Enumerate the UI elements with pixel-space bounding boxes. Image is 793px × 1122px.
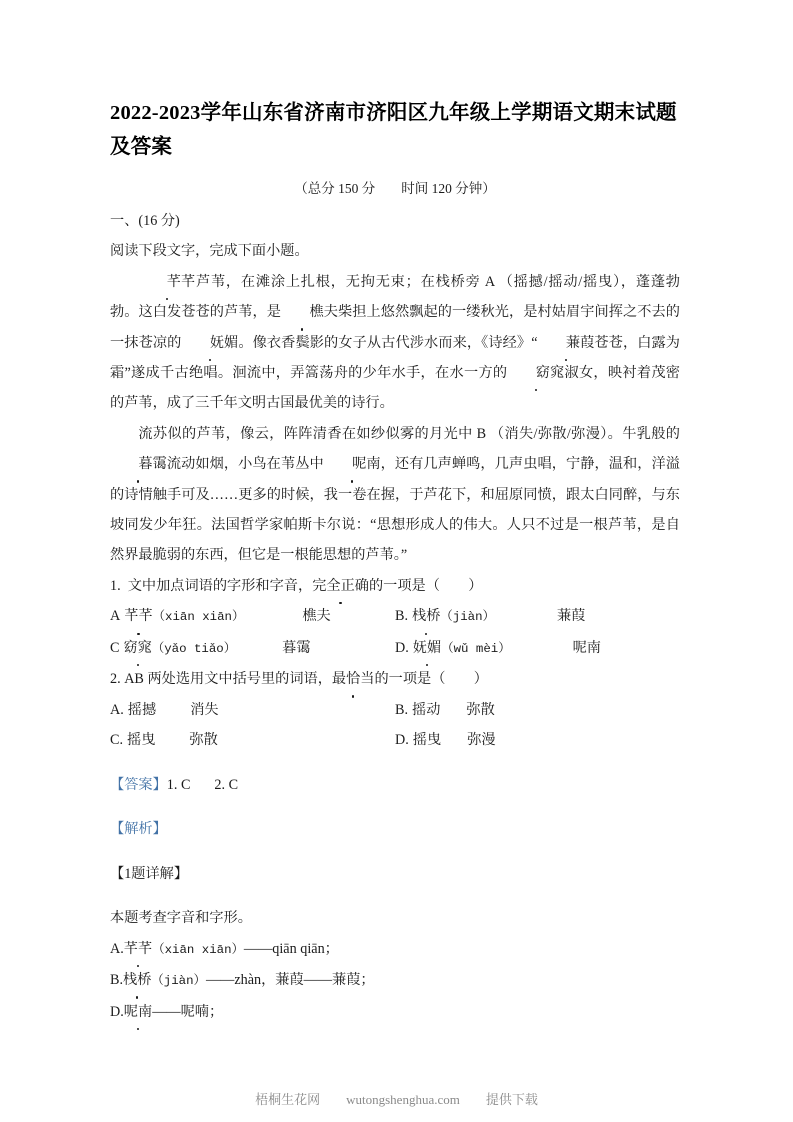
option-label: B. bbox=[110, 972, 124, 989]
dot-char: 最恰当 bbox=[332, 664, 375, 694]
question-number: 2. bbox=[110, 671, 121, 688]
dot-char: 呢南 bbox=[324, 449, 381, 479]
option-d[interactable] bbox=[395, 725, 680, 755]
detail-heading: 【1题详解】 bbox=[110, 865, 189, 882]
passage-text: 流动如烟，小鸟在苇丛中 bbox=[166, 456, 324, 473]
stem-text: 的一项是（ ） bbox=[374, 671, 488, 688]
option-label: B. bbox=[395, 701, 409, 718]
detail-tail: ——zhàn，蒹葭——蒹葭； bbox=[205, 972, 375, 989]
question-2-options-row-1 bbox=[110, 695, 680, 725]
option-second-word: 弥散 bbox=[466, 701, 495, 718]
option-a[interactable] bbox=[110, 601, 395, 632]
option-label: C bbox=[110, 639, 120, 656]
dot-char: 妩媚 bbox=[181, 328, 238, 358]
answer-item-2: 2. C bbox=[214, 776, 239, 793]
question-2-stem bbox=[110, 664, 680, 694]
total-score: （总分 150 分 bbox=[294, 181, 376, 196]
detail-line-b bbox=[110, 965, 680, 996]
dot-char: 呢南 bbox=[124, 997, 152, 1027]
option-second-word: 弥散 bbox=[189, 731, 218, 748]
option-label: D. bbox=[395, 731, 409, 748]
option-d[interactable] bbox=[395, 633, 680, 664]
dot-char: 完全正确 bbox=[312, 571, 369, 601]
option-pinyin: （wǔ mèi） bbox=[441, 641, 511, 656]
option-label: A. bbox=[110, 701, 124, 718]
option-a[interactable] bbox=[110, 695, 395, 725]
option-second-word: 蒹葭 bbox=[556, 608, 586, 625]
question-2-options-row-2 bbox=[110, 725, 680, 755]
answer-line bbox=[110, 770, 680, 800]
detail-line-d bbox=[110, 997, 680, 1027]
option-first-word: 摇曳 bbox=[127, 731, 156, 748]
detail-tail: ——qiān qiān； bbox=[243, 940, 339, 957]
option-label: D. bbox=[395, 639, 409, 656]
option-second-word: 呢南 bbox=[572, 639, 601, 656]
question-number: 1. bbox=[110, 577, 121, 594]
dot-char: 妩媚 bbox=[413, 633, 441, 663]
dot-char: 芊芊 bbox=[138, 267, 195, 297]
option-label: C. bbox=[110, 731, 124, 748]
option-pinyin: （yǎo tiǎo） bbox=[151, 641, 237, 656]
exam-duration: 时间 120 分钟） bbox=[401, 181, 496, 196]
option-pinyin: （xiān xiān） bbox=[152, 610, 245, 625]
option-second-word: 弥漫 bbox=[467, 731, 496, 748]
option-label: D. bbox=[110, 1003, 124, 1020]
dot-char: 栈桥 bbox=[412, 601, 440, 631]
option-first-word: 摇撼 bbox=[127, 701, 157, 718]
option-pinyin: （xiān xiān） bbox=[152, 942, 244, 957]
option-second-word: 樵夫 bbox=[302, 608, 331, 625]
stem-text: 的一项是（ ） bbox=[368, 577, 483, 594]
dot-char: 窈窕 bbox=[507, 358, 564, 388]
option-label: B. bbox=[395, 608, 409, 625]
dot-char: 芊芊 bbox=[124, 601, 152, 631]
option-c[interactable] bbox=[110, 633, 395, 664]
option-label: A. bbox=[110, 940, 124, 957]
exam-meta bbox=[110, 174, 680, 204]
option-first-word: 摇曳 bbox=[412, 731, 442, 748]
option-c[interactable] bbox=[110, 725, 395, 755]
question-1-options-row-1 bbox=[110, 601, 680, 632]
passage-text: 苍苍，白露为霜”遂成千古绝唱。洄流中，弄篙荡舟的少年水手，在水一方的 bbox=[110, 334, 680, 382]
dot-char: 窈窕 bbox=[123, 633, 151, 663]
option-b[interactable] bbox=[395, 601, 680, 632]
dot-char: 暮霭 bbox=[110, 449, 167, 479]
detail-tail: ——呢喃； bbox=[152, 1003, 224, 1020]
document-body bbox=[110, 96, 680, 1027]
stem-text: 文中加点词语的字形和字音， bbox=[127, 577, 313, 594]
option-second-word: 消失 bbox=[190, 701, 219, 718]
stem-text: AB 两处选用文中括号里的词语， bbox=[124, 671, 332, 688]
passage-text: 流苏似的芦苇，像云，阵阵清香在如纱似雾的月光中 B （消失/弥散/弥漫）。牛乳般的 bbox=[138, 425, 680, 442]
analysis-label-line bbox=[110, 814, 680, 844]
passage-paragraph-2 bbox=[110, 419, 680, 571]
option-label: A bbox=[110, 608, 121, 625]
question-1-options-row-2 bbox=[110, 633, 680, 664]
passage-text: 芦苇，在滩涂上扎根，无拘无束；在栈桥旁 A （摇撼/摇动/摇曳），蓬蓬勃勃。这白发苍苍的芦苇，是 bbox=[110, 273, 680, 321]
page-footer bbox=[0, 1089, 793, 1108]
option-first-word: 摇动 bbox=[412, 701, 441, 718]
analysis-label: 【解析】 bbox=[110, 821, 167, 838]
option-b[interactable] bbox=[395, 695, 680, 725]
dot-char: 芊芊 bbox=[124, 934, 152, 964]
passage-paragraph-1 bbox=[110, 267, 680, 419]
section-instruction: 阅读下段文字，完成下面小题。 bbox=[110, 243, 309, 260]
section-heading: 一、(16 分) bbox=[110, 213, 180, 229]
page-title: 2022-2023学年山东省济南市济阳区九年级上学期语文期末试题及答案 bbox=[110, 102, 677, 158]
dot-char: 蒹葭 bbox=[538, 328, 595, 358]
footer-action: 提供下载 bbox=[485, 1092, 538, 1107]
question-1-stem bbox=[110, 571, 680, 601]
answer-label: 【答案】 bbox=[110, 776, 167, 793]
detail-intro: 本题考查字音和字形。 bbox=[110, 910, 252, 927]
footer-site-name: 梧桐生花网 bbox=[255, 1092, 321, 1107]
footer-url: wutongshenghua.com bbox=[346, 1092, 460, 1107]
passage-text: 夫柴担上悠然飘起的一缕秋光，是村姑眉宇间挥之不去的一抹苍凉的 bbox=[110, 304, 680, 351]
dot-char: 栈桥 bbox=[123, 965, 151, 995]
option-pinyin: （jiàn） bbox=[440, 610, 495, 625]
passage-text: 。像衣香鬓影的女子从古代涉水而来，《诗经》“ bbox=[238, 334, 538, 351]
detail-line-a bbox=[110, 934, 680, 965]
answer-item-1: 1. C bbox=[166, 776, 191, 793]
passage-text: ，还有几声蝉鸣，几声虫唱，宁静，温和，洋溢的诗情触手可及……更多的时候，我一卷在握，于芦花下，和屈原同愤，跟太白同醉，与东坡同发少年狂。法国哲学家帕斯卡尔说：“思想形成人的伟大。人只不过是一根芦苇，是自然界最脆弱的东西，但它是一根能思想的芦苇。” bbox=[110, 456, 680, 564]
option-second-word: 暮霭 bbox=[282, 639, 311, 656]
passage-text: 淑女，映衬着茂密的芦苇，成了三千年文明古国最优美的诗行。 bbox=[110, 365, 680, 412]
option-pinyin: （jiàn） bbox=[151, 974, 206, 989]
dot-char: 樵 bbox=[281, 297, 324, 327]
